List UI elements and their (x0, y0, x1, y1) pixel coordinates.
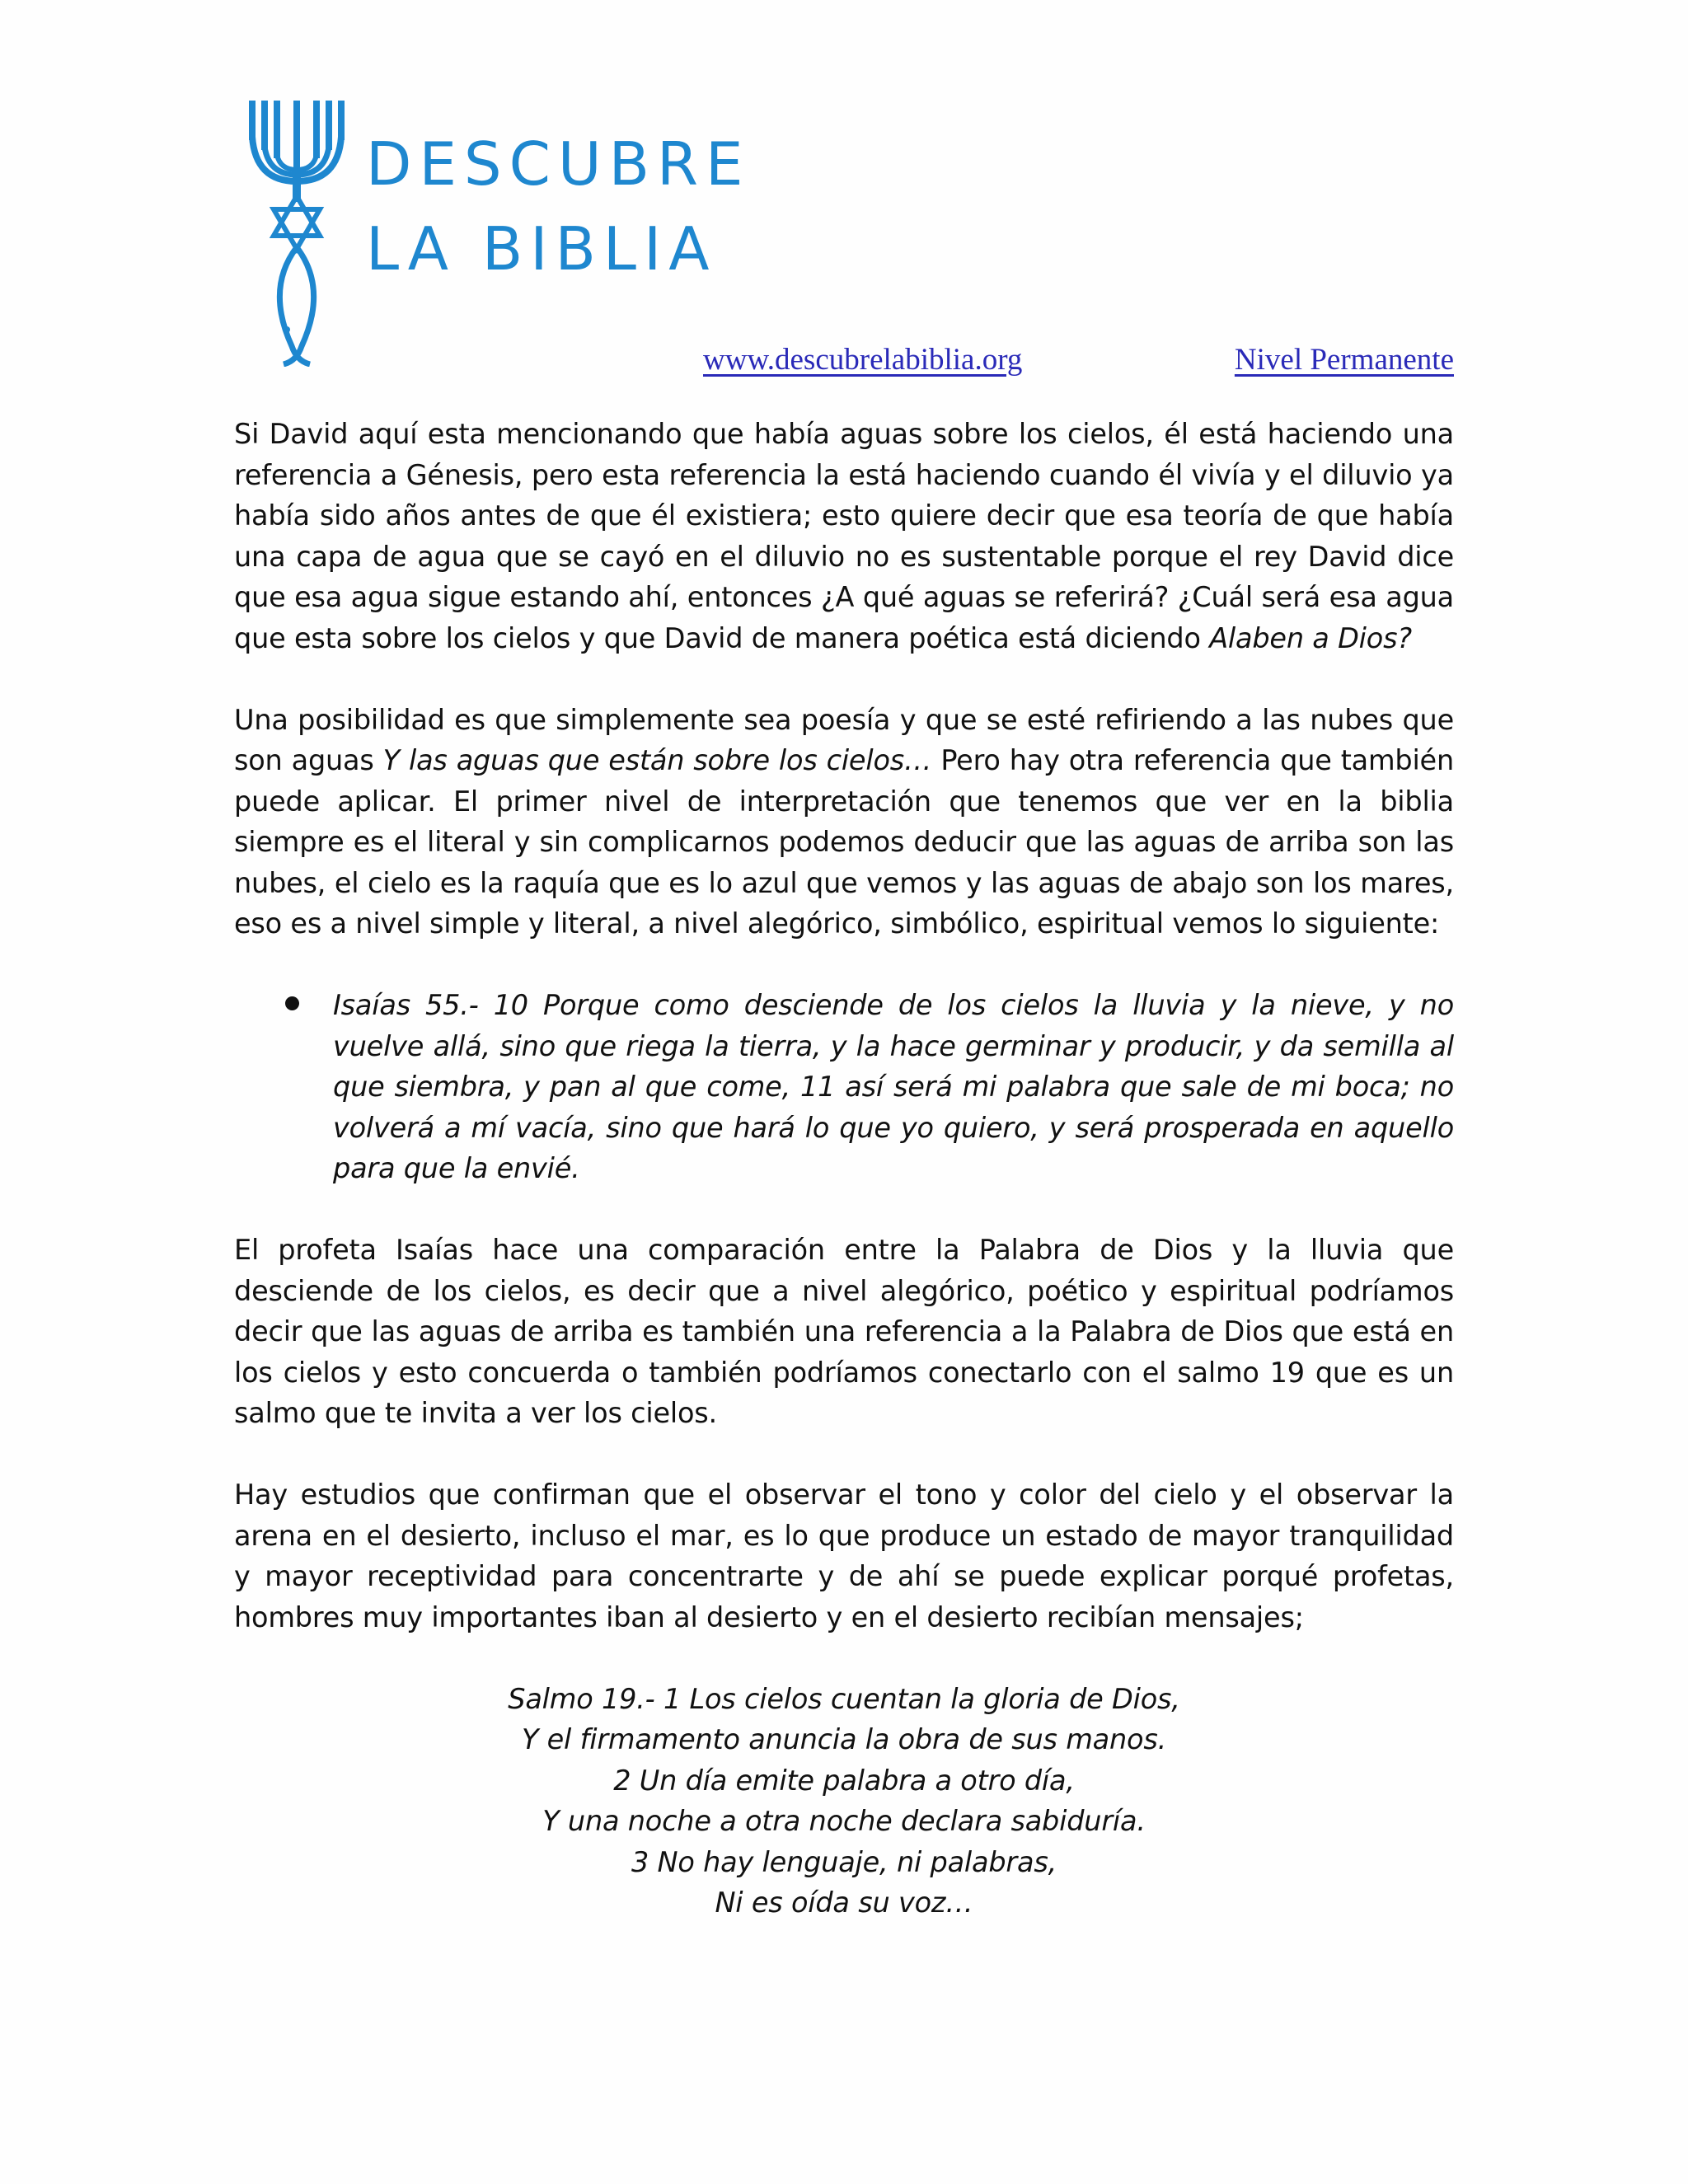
psalm-line: Y el firmamento anuncia la obra de sus manos. (521, 1723, 1167, 1755)
logo-line-1: DESCUBRE (366, 129, 751, 199)
psalm-quote (234, 1679, 1454, 1924)
paragraph-2 (234, 700, 1454, 944)
psalm-line: 3 No hay lenguaje, ni palabras, (631, 1845, 1057, 1878)
logo-line-2: LA BIBLIA (366, 214, 717, 284)
logo-wordmark (366, 122, 751, 292)
psalm-line: Y una noche a otra noche declara sabiduría. (542, 1805, 1146, 1837)
menorah-star-fish-icon (247, 99, 346, 367)
bullet-quote-text: Isaías 55.- 10 Porque como desciende de los cielos la lluvia y la nieve, y no vuelve allá, sino que riega la tierra, y la hace germinar y producir, y da semilla al que siembra, y pan al que come, 11 así será mi palabra que sale de mi boca; no volverá a mí vacía, sino que hará lo que yo quiero, y será prosperada en aquello para que la envié. (333, 989, 1454, 1184)
paragraph-2-italic: Y las aguas que están sobre los cielos… (382, 744, 932, 776)
psalm-line: Salmo 19.- 1 Los cielos cuentan la gloria de Dios, (508, 1682, 1180, 1715)
paragraph-2-end: Pero hay otra referencia que también puede aplicar. El primer nivel de interpretación que tenemos que ver en la biblia siempre es el literal y sin complicarnos podemos deducir que las aguas de arriba son las nubes, el cielo es la raquía que es lo azul que vemos y las aguas de abajo son los mares, eso es a nivel simple y literal, a nivel alegórico, simbólico, espiritual vemos lo siguiente: (234, 744, 1455, 940)
bullet-icon (285, 996, 299, 1010)
paragraph-1-italic: Alaben a Dios? (1209, 621, 1412, 654)
paragraph-1-text: Si David aquí esta mencionando que había aguas sobre los cielos, él está haciendo una referencia a Génesis, pero esta referencia la está haciendo cuando él vivía y el diluvio ya había sido años antes de que él existiera; esto quiere decir que esa teoría de que había una capa de agua que se cayó en el diluvio no es sustentable porque el rey David dice que esa agua sigue estando ahí, entonces ¿A qué aguas se referirá? ¿Cuál será esa agua que esta sobre los cielos y que David de manera poética está diciendo (234, 418, 1454, 654)
psalm-line: 2 Un día emite palabra a otro día, (613, 1764, 1075, 1797)
level-link[interactable]: Nivel Permanente (1234, 343, 1454, 377)
website-link[interactable]: www.descubrelabiblia.org (703, 343, 1023, 377)
paragraph-2-start: Una posibilidad es que simplemente sea poesía y que se esté refiriendo a las nubes que son aguas (234, 703, 1454, 776)
paragraph-4: Hay estudios que confirman que el observar el tono y color del cielo y el observar la arena en el desierto, incluso el mar, es lo que produce un estado de mayor tranquilidad y mayor receptividad para concentrarte y de ahí se puede explicar porqué profetas, hombres muy importantes iban al desierto y en el desierto recibían mensajes; (234, 1479, 1454, 1633)
paragraph-1 (234, 414, 1454, 658)
psalm-line: Ni es oída su voz… (715, 1886, 973, 1919)
bullet-quote (234, 985, 1454, 1189)
paragraph-3: El profeta Isaías hace una comparación entre la Palabra de Dios y la lluvia que desciende de los cielos, es decir que a nivel alegórico, poético y espiritual podríamos decir que las aguas de arriba es también una referencia a la Palabra de Dios que está en los cielos y esto concuerda o también podríamos conectarlo con el salmo 19 que es un salmo que te invita a ver los cielos. (234, 1234, 1454, 1429)
document-body (234, 414, 1454, 1924)
